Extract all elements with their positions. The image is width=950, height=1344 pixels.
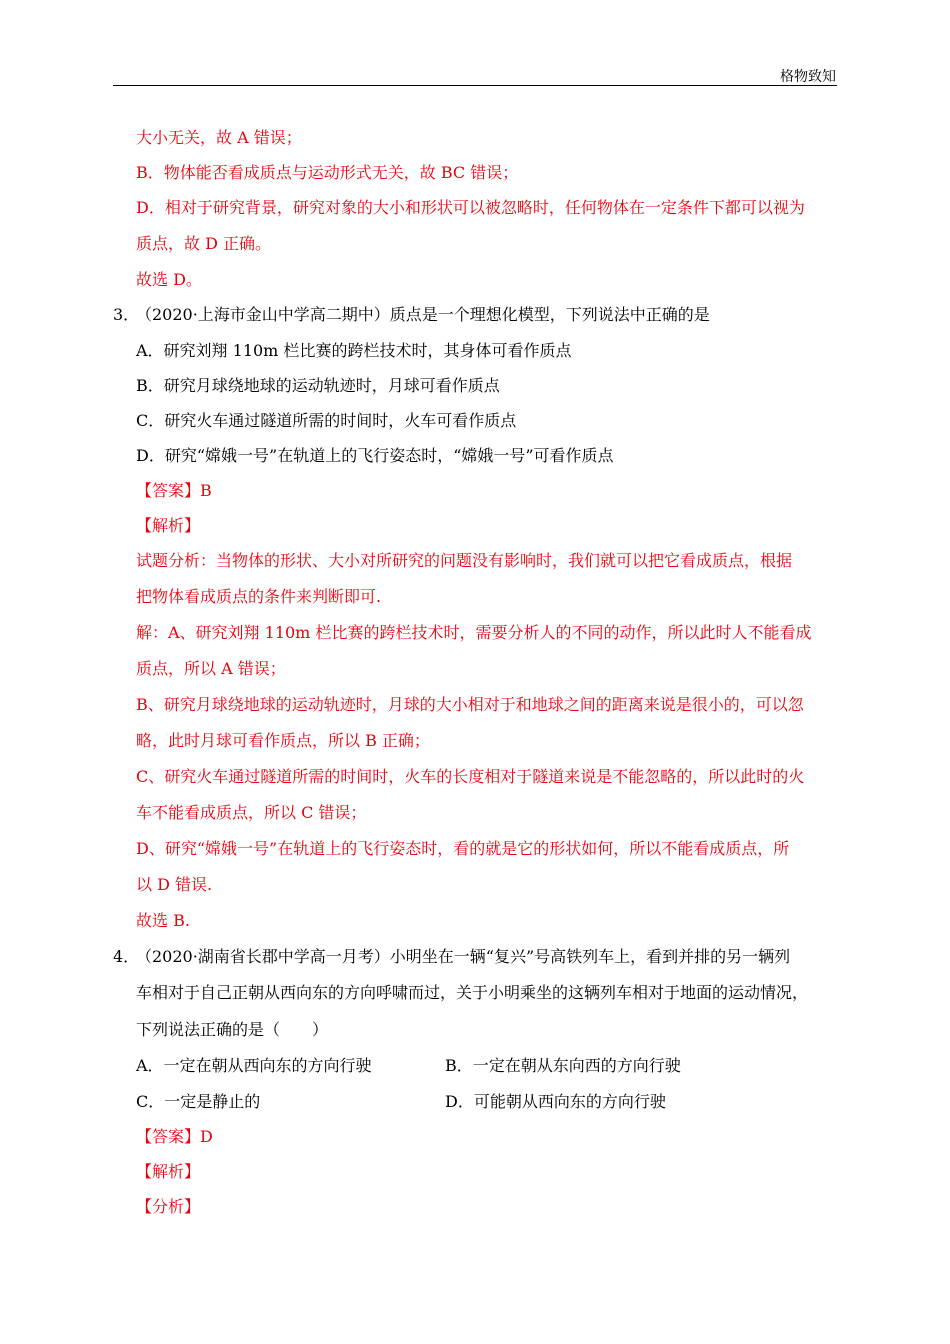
prev-text-line: 故选 D。	[136, 270, 202, 289]
header-rule	[113, 85, 837, 86]
q4-answer: 【答案】D	[136, 1127, 213, 1146]
q3-analysis-line: 解：A、研究刘翔 110m 栏比赛的跨栏技术时，需要分析人的不同的动作，所以此时人不能看成	[136, 623, 812, 642]
q3-analysis-label: 【解析】	[136, 516, 201, 535]
prev-text-line: 大小无关，故 A 错误；	[136, 128, 302, 147]
q4-stem-line: （2020·湖南省长郡中学高一月考）小明坐在一辆“复兴”号高铁列车上，看到并排的另一辆列	[136, 947, 791, 966]
q4-analysis-label: 【解析】	[136, 1162, 201, 1181]
q3-analysis-line: 略，此时月球可看作质点，所以 B 正确；	[136, 731, 430, 750]
q3-analysis-line: B、研究月球绕地球的运动轨迹时，月球的大小相对于和地球之间的距离来说是很小的，可以忽	[136, 695, 804, 714]
prev-text-line: B．物体能否看成质点与运动形式无关，故 BC 错误；	[136, 163, 519, 182]
q3-analysis-line: 把物体看成质点的条件来判断即可.	[136, 587, 382, 606]
q3-option-b: B．研究月球绕地球的运动轨迹时，月球可看作质点	[136, 376, 500, 395]
q4-option-c: C．一定是静止的	[136, 1092, 261, 1111]
q4-stem-line: 下列说法正确的是（ ）	[136, 1020, 329, 1039]
prev-text-line: D．相对于研究背景，研究对象的大小和形状可以被忽略时，任何物体在一定条件下都可以视为	[136, 198, 805, 217]
q3-analysis-line: 车不能看成质点，所以 C 错误；	[136, 803, 367, 822]
page-header-title: 格物致知	[780, 69, 836, 85]
q3-analysis-line: D、研究“嫦娥一号”在轨道上的飞行姿态时，看的就是它的形状如何，所以不能看成质点，所	[136, 839, 790, 858]
q4-option-a: A．一定在朝从西向东的方向行驶	[136, 1056, 372, 1075]
q4-number: 4．	[113, 947, 140, 966]
q3-number: 3．	[113, 305, 140, 324]
q3-analysis-line: 质点，所以 A 错误；	[136, 659, 286, 678]
q3-analysis-line: C、研究火车通过隧道所需的时间时，火车的长度相对于隧道来说是不能忽略的，所以此时的火	[136, 767, 805, 786]
q4-stem-line: 车相对于自己正朝从西向东的方向呼啸而过，关于小明乘坐的这辆列车相对于地面的运动情况，	[136, 983, 809, 1002]
q3-analysis-line: 以 D 错误.	[136, 875, 213, 894]
q3-analysis-line: 试题分析：当物体的形状、大小对所研究的问题没有影响时，我们就可以把它看成质点，根据	[136, 551, 793, 570]
q3-answer: 【答案】B	[136, 481, 212, 500]
prev-text-line: 质点，故 D 正确。	[136, 234, 272, 253]
q4-fenxi-label: 【分析】	[136, 1197, 201, 1216]
q3-option-d: D．研究“嫦娥一号”在轨道上的飞行姿态时，“嫦娥一号”可看作质点	[136, 446, 614, 465]
q3-analysis-line: 故选 B.	[136, 911, 190, 930]
q3-option-a: A．研究刘翔 110m 栏比赛的跨栏技术时，其身体可看作质点	[136, 341, 572, 360]
q3-stem: （2020·上海市金山中学高二期中）质点是一个理想化模型，下列说法中正确的是	[136, 305, 710, 324]
q4-option-d: D．可能朝从西向东的方向行驶	[445, 1092, 666, 1111]
q3-option-c: C．研究火车通过隧道所需的时间时，火车可看作质点	[136, 411, 517, 430]
q4-option-b: B．一定在朝从东向西的方向行驶	[445, 1056, 681, 1075]
